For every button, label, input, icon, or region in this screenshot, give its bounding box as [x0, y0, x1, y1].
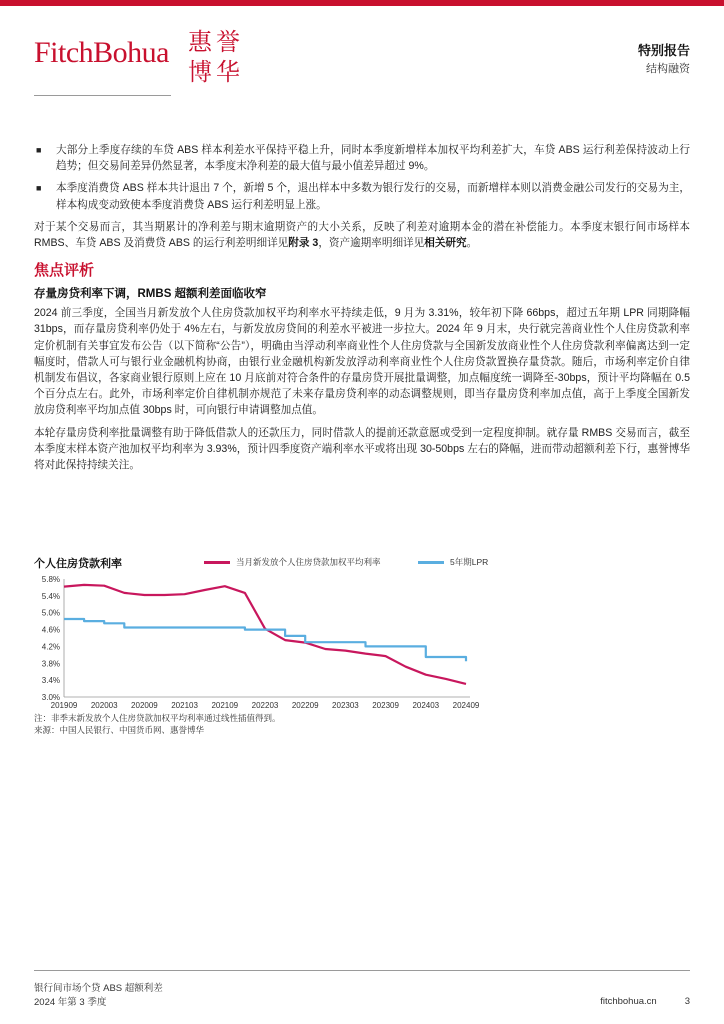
sub-title: 存量房贷利率下调，RMBS 超额利差面临收窄 — [34, 288, 267, 301]
report-type: 特别报告 — [637, 43, 690, 58]
chart-title: 个人住房贷款利率 — [34, 558, 122, 570]
y-tick-label: 5.4% — [41, 591, 60, 601]
y-tick-label: 3.8% — [41, 659, 60, 669]
paragraph-text: ，资产逾期率明细详见 — [318, 237, 425, 250]
x-tick-label: 202109 — [211, 701, 239, 710]
legend-label: 5年期LPR — [450, 557, 489, 567]
related-research-link[interactable]: 相关研究 — [424, 237, 467, 250]
paragraph-text: 。 — [466, 237, 478, 250]
y-tick-label: 5.8% — [41, 575, 60, 584]
x-tick-label: 202209 — [291, 701, 319, 710]
chart-source: 来源：中国人民银行、中国货币网、惠誉博华 — [34, 725, 205, 735]
x-tick-label: 202309 — [372, 701, 399, 710]
paragraph-mortgage-rates: 2024 前三季度，全国当月新发放个人住房贷款加权平均利率水平持续走低，9 月为 3.31%，较年初下降 66bps，超过五年期 LPR 同期降幅 31bps，而存量房贷利率仍处于 4%左右，与新发放房贷间的利差水平被进一步拉大。2024 年 9 月末，央行就完善商业性个人住房贷款利率定价机制有关事宜发布公告（以下简称“公告”），明确由当浮动利率商业性个人住房贷款与全国新发放商业性个人住房贷款利率偏离达到一定幅度时，借款人可与银行业金融机构协商，由银行业金融机构新发放浮动利率商业性个人住房贷款置换存量贷款。随后，市场利率定价自律机制发布倡议，各家商业银行原则上应在 10 月底前对符合条件的存量房贷开展批量调整，加点幅度统一调降至-30bps，预计平均降幅在 0.5 个百分点左右。此外，市场利率定价自律机制亦规范了未来存量房贷利率的动态调整规则，即当存量房贷利率加点值，高于上季度全国新发放房贷利率平均加点值 30bps 时，可向银行申请调整加点值。 — [34, 307, 690, 417]
bullet-item — [34, 180, 690, 212]
legend-label: 当月新发放个人住房贷款加权平均利率 — [236, 557, 381, 567]
footer-period: 2024 年第 3 季度 — [34, 997, 107, 1008]
paragraph-text: 对于某个交易而言，其当期累计的净利差与期末逾期资产的大小关系，反映了利差对逾期本金的潜在补偿能力。本季度末银行间市场样本 RMBS、车贷 ABS 及消费贷 ABS 的运行利差明细详见 — [34, 220, 690, 250]
series-line-2 — [64, 619, 466, 661]
x-tick-label: 202103 — [171, 701, 198, 710]
x-tick-label: 202303 — [332, 701, 359, 710]
paragraph-spread-overview — [34, 219, 690, 251]
x-tick-label: 202409 — [452, 701, 480, 710]
paragraph-rmbs-impact: 本轮存量房贷利率批量调整有助于降低借款人的还款压力，同时借款人的提前还款意愿或受到一定程度抑制。就存量 RMBS 交易而言，截至本季度末样本资产池加权平均利率为 3.93%，预计四季度资产端利率水平或将出现 30-50bps 左右的降幅，进而带动超额利差下行，惠誉博华将对此保持持续关注。 — [34, 426, 690, 472]
y-tick-label: 4.2% — [41, 642, 60, 652]
seal-char-1: 惠 — [188, 28, 212, 56]
mortgage-rate-chart — [34, 555, 690, 735]
y-tick-label: 3.0% — [41, 693, 60, 702]
x-tick-label: 202403 — [412, 701, 440, 710]
article-body — [34, 142, 690, 473]
legend-swatch — [418, 561, 444, 564]
brand-wordmark: FitchBohua — [34, 36, 169, 69]
seal-char-4: 华 — [216, 58, 240, 86]
chart-note: 注：非季末新发放个人住房贷款加权平均利率通过线性插值得到。 — [34, 713, 281, 723]
top-accent-bar — [0, 0, 724, 6]
bullet-square-icon: ■ — [36, 183, 42, 194]
footer-right — [572, 996, 690, 1007]
y-tick-label: 3.4% — [41, 676, 60, 686]
x-tick-label: 202203 — [251, 701, 279, 710]
page-number: 3 — [684, 996, 690, 1007]
legend-swatch — [204, 561, 230, 564]
brand-seal-icon — [184, 24, 246, 86]
report-header — [638, 42, 690, 77]
x-tick-label: 202003 — [90, 701, 118, 710]
x-tick-label: 202009 — [131, 701, 158, 710]
chart-plot-area — [34, 573, 480, 721]
bullet-text: 大部分上季度存续的车贷 ABS 样本利差水平保持平稳上升，同时本季度新增样本加权平均利差扩大，车贷 ABS 运行利差保持波动上行趋势；但交易间差异仍然显著，本季度末净利差的最大值与最小值差异超过 9%。 — [56, 144, 690, 173]
report-category: 结构融资 — [646, 63, 690, 75]
seal-char-2: 誉 — [216, 28, 240, 56]
header-divider — [34, 95, 171, 96]
legend-item-new-loan-rate — [204, 556, 381, 568]
brand-logo[interactable] — [34, 24, 264, 92]
series-line-1 — [64, 585, 466, 684]
section-title: 焦点评析 — [34, 262, 95, 280]
footer-report-info — [34, 982, 163, 1010]
y-tick-label: 5.0% — [41, 608, 60, 618]
bullet-item — [34, 142, 690, 174]
x-tick-label: 201909 — [50, 701, 78, 710]
footer-divider — [34, 970, 690, 971]
seal-char-3: 博 — [188, 58, 212, 86]
bullet-square-icon: ■ — [36, 145, 42, 155]
footer-website-link[interactable]: fitchbohua.cn — [600, 996, 657, 1007]
appendix-link[interactable]: 附录 3 — [288, 237, 319, 250]
footer-report-name: 银行间市场个贷 ABS 超额利差 — [34, 983, 163, 994]
legend-item-lpr — [418, 556, 488, 568]
y-tick-label: 4.6% — [41, 625, 60, 635]
bullet-text: 本季度消费贷 ABS 样本共计退出 7 个，新增 5 个，退出样本中多数为银行发行的交易，而新增样本则以消费金融公司发行的交易为主，样本构成变动致使本季度消费贷 ABS 运行利差明显上涨。 — [56, 182, 690, 211]
